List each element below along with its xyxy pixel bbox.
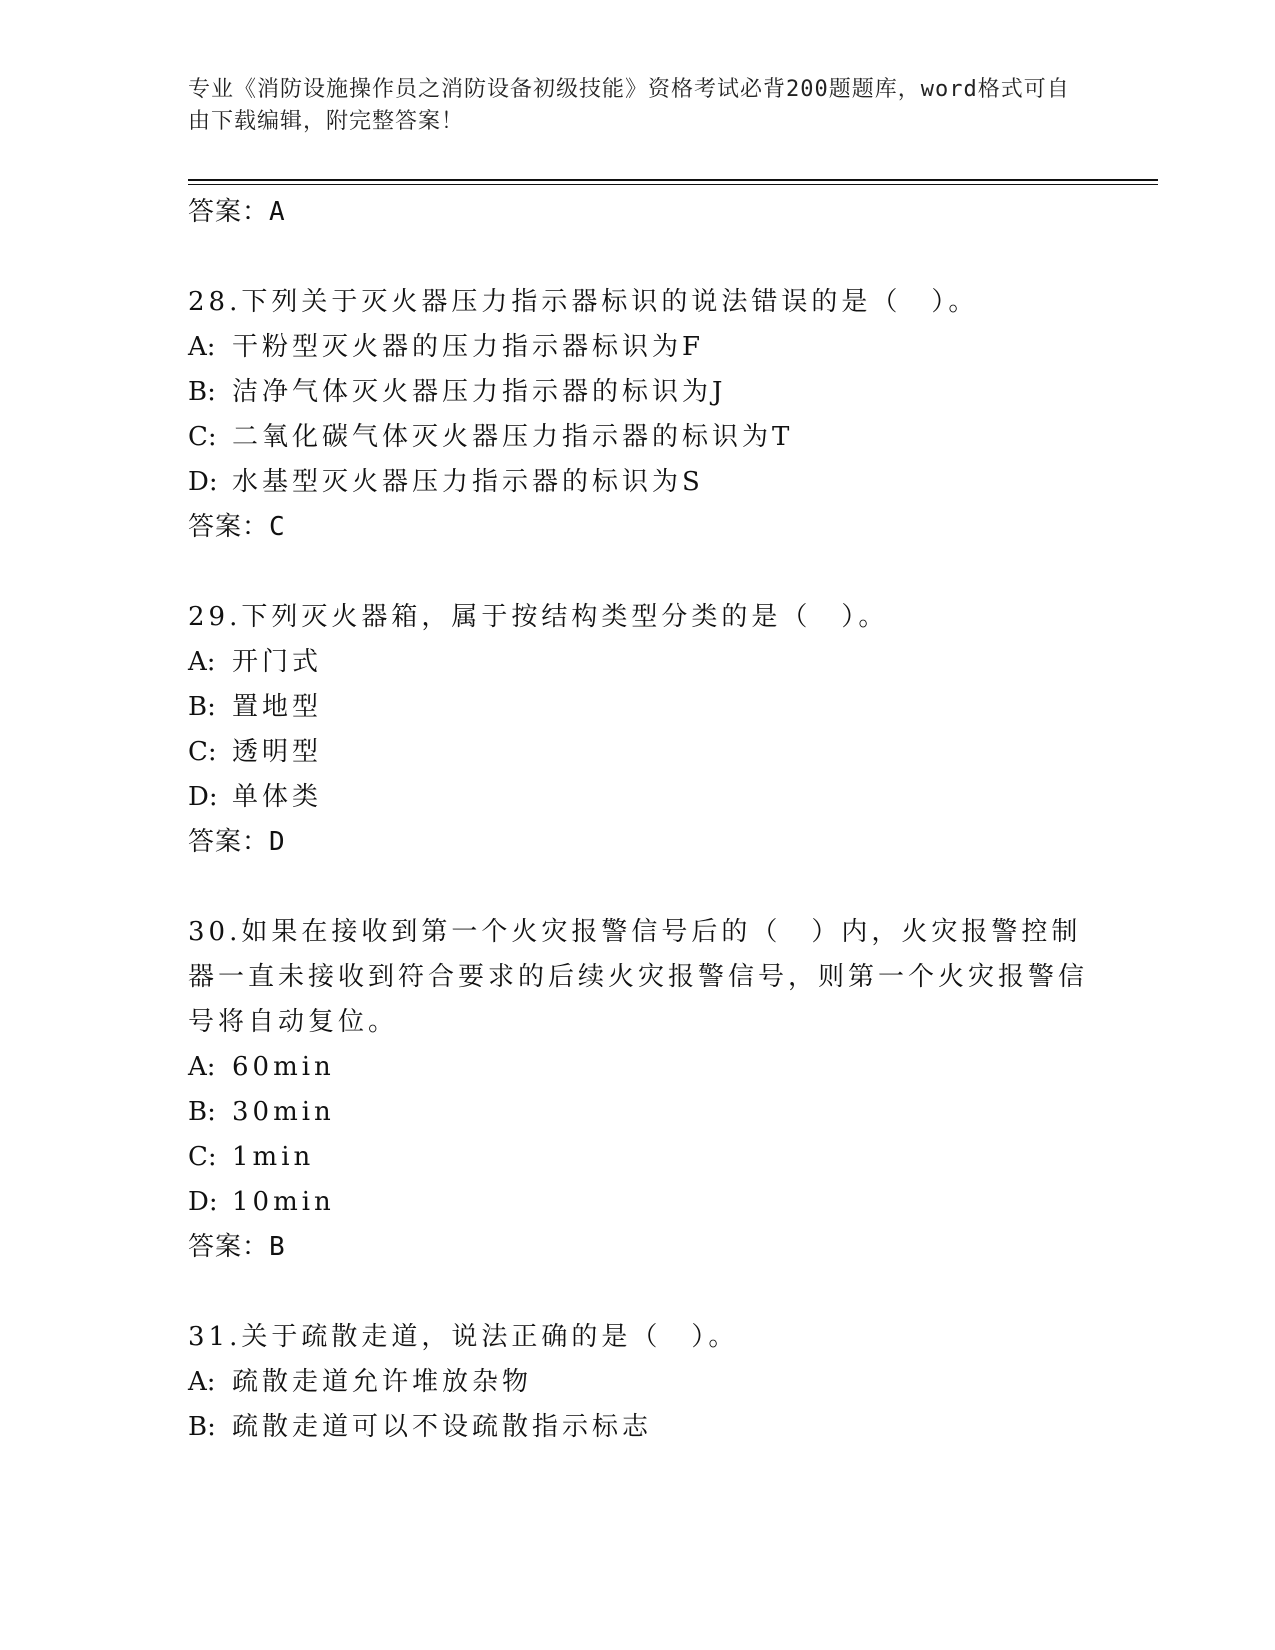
answer-value: D xyxy=(269,827,285,857)
option-letter: C: xyxy=(188,737,217,767)
option-text: 30min xyxy=(232,1097,335,1127)
question-text: 28.下列关于灭火器压力指示器标识的说法错误的是（ ）。 xyxy=(188,287,979,317)
answer-line xyxy=(188,505,1088,549)
option-letter: D: xyxy=(188,1187,218,1217)
option-c xyxy=(188,415,1088,460)
option-text: 干粉型灭火器的压力指示器标识为F xyxy=(232,332,705,362)
question-28 xyxy=(188,280,1088,549)
answer-label: 答案： xyxy=(188,197,270,227)
answer-line xyxy=(188,190,1088,234)
answer-value: B xyxy=(269,1232,285,1262)
option-d xyxy=(188,460,1088,505)
option-a xyxy=(188,1360,1088,1405)
option-letter: B: xyxy=(188,377,216,407)
option-d xyxy=(188,1180,1088,1225)
question-30 xyxy=(188,910,1088,1269)
option-b xyxy=(188,685,1088,730)
option-a xyxy=(188,325,1088,370)
option-letter: A: xyxy=(188,1052,216,1082)
option-text: 60min xyxy=(232,1052,335,1082)
option-letter: B: xyxy=(188,1412,216,1442)
header-rule-thin xyxy=(188,184,1158,185)
question-29 xyxy=(188,595,1088,864)
question-31 xyxy=(188,1315,1088,1450)
answer-label: 答案： xyxy=(188,512,270,542)
answer-line xyxy=(188,1225,1088,1269)
option-b xyxy=(188,1405,1088,1450)
option-letter: D: xyxy=(188,782,218,812)
option-b xyxy=(188,370,1088,415)
answer-value: A xyxy=(269,197,285,227)
option-letter: D: xyxy=(188,467,218,497)
option-letter: A: xyxy=(188,647,216,677)
option-c xyxy=(188,730,1088,775)
question-text: 31.关于疏散走道，说法正确的是（ ）。 xyxy=(188,1322,739,1352)
option-a xyxy=(188,1045,1088,1090)
option-text: 疏散走道允许堆放杂物 xyxy=(232,1367,533,1397)
option-d xyxy=(188,775,1088,820)
question-text: 30.如果在接收到第一个火灾报警信号后的（ ）内，火灾报警控制器一直未接收到符合要求的后续火灾报警信号，则第一个火灾报警信号将自动复位。 xyxy=(188,917,1089,1037)
answer-label: 答案： xyxy=(188,827,270,857)
option-text: 疏散走道可以不设疏散指示标志 xyxy=(232,1412,653,1442)
option-text: 开门式 xyxy=(232,647,323,677)
option-c xyxy=(188,1135,1088,1180)
answer-value: C xyxy=(269,512,285,542)
option-letter: A: xyxy=(188,332,216,362)
option-text: 水基型灭火器压力指示器的标识为S xyxy=(232,467,704,497)
answer-label: 答案： xyxy=(188,1232,270,1262)
option-text: 1min xyxy=(232,1142,315,1172)
option-letter: B: xyxy=(188,1097,216,1127)
option-text: 10min xyxy=(232,1187,335,1217)
option-text: 置地型 xyxy=(232,692,323,722)
option-text: 洁净气体灭火器压力指示器的标识为J xyxy=(232,377,727,407)
option-letter: C: xyxy=(188,422,217,452)
option-text: 透明型 xyxy=(232,737,323,767)
option-letter: C: xyxy=(188,1142,217,1172)
question-text: 29.下列灭火器箱，属于按结构类型分类的是（ ）。 xyxy=(188,602,889,632)
option-letter: B: xyxy=(188,692,216,722)
option-b xyxy=(188,1090,1088,1135)
option-text: 二氧化碳气体灭火器压力指示器的标识为T xyxy=(232,422,794,452)
document-body xyxy=(188,190,1088,1450)
option-letter: A: xyxy=(188,1367,216,1397)
option-a xyxy=(188,640,1088,685)
option-text: 单体类 xyxy=(232,782,323,812)
page-header: 专业《消防设施操作员之消防设备初级技能》资格考试必背200题题库，word格式可自由下载编辑，附完整答案！ xyxy=(188,77,1070,134)
answer-line xyxy=(188,820,1088,864)
header-rule-thick xyxy=(188,179,1158,181)
